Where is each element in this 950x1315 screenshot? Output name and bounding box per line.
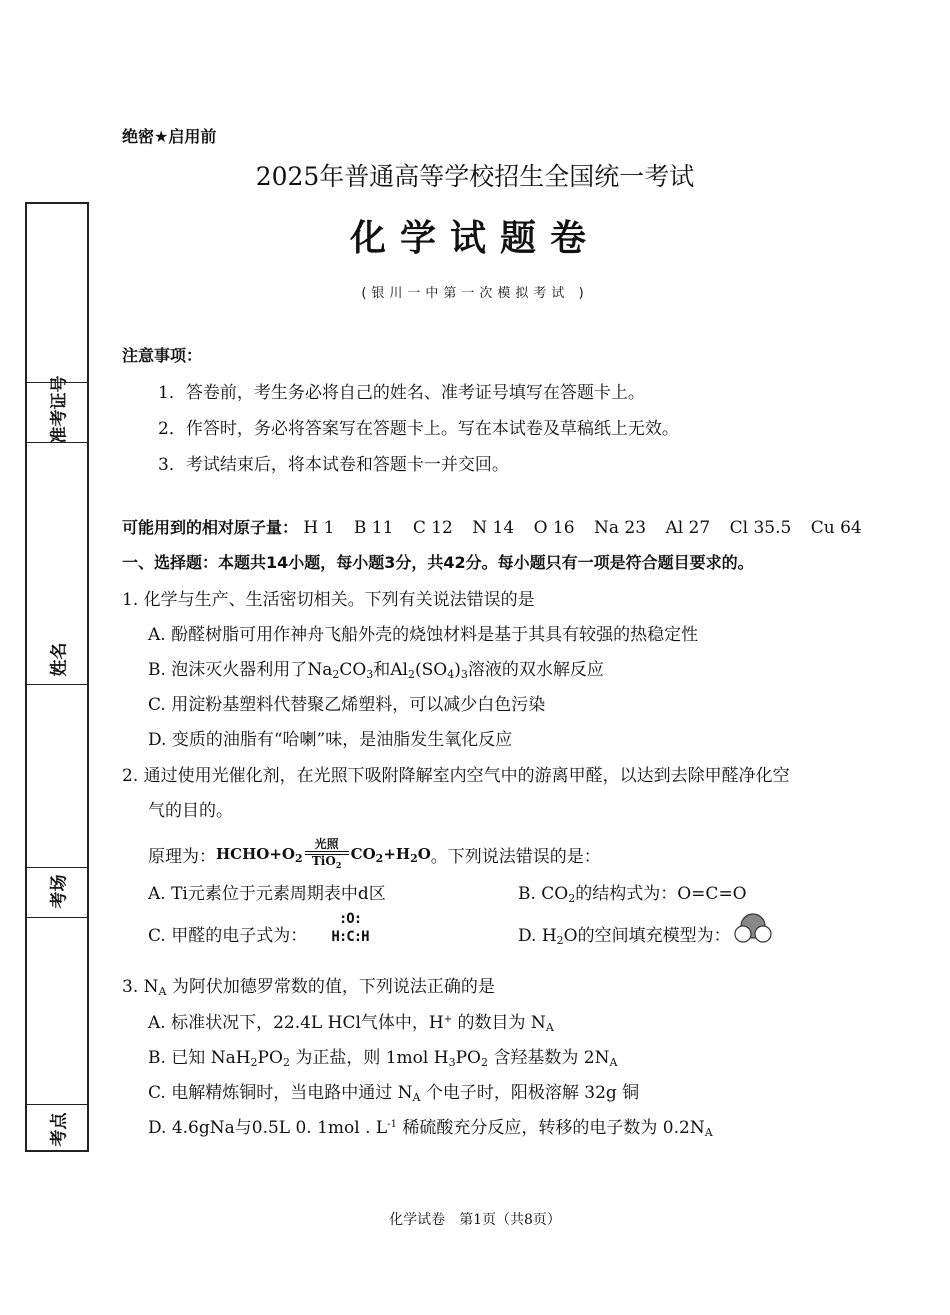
q1-option-b: B. 泡沫灭火器利用了$Na_2CO_3$和$Al_2(SO_4)_3$溶液的双水解反应 <box>148 660 604 681</box>
q2-stem: 2. 通过使用光催化剂，在光照下吸附降解室内空气中的游离甲醛，以达到去除甲醛净化空 <box>122 766 790 786</box>
atomic-mass: B 11 <box>353 518 394 538</box>
strip-label-admission-number: 准考证号 <box>49 375 70 443</box>
atomic-mass: Cl 35.5 <box>729 518 792 538</box>
atomic-mass: N 14 <box>472 518 515 538</box>
q1-option-d: D. 变质的油脂有“哈喇”味，是油脂发生氧化反应 <box>148 730 513 750</box>
atomic-mass: C 12 <box>412 518 453 538</box>
notice-heading: 注意事项： <box>122 346 203 365</box>
q2-option-d: D. $H_2O$的空间填充模型为： <box>518 926 731 947</box>
section-heading: 一、选择题：本题共14小题，每小题3分，共42分。每小题只有一项是符合题目要求的。 <box>122 553 754 572</box>
notice-item: 1．答卷前，考生务必将自己的姓名、准考证号填写在答题卡上。 <box>158 383 645 403</box>
q1-stem: 1. 化学与生产、生活密切相关。下列有关说法错误的是 <box>122 590 535 610</box>
q1-option-c: C. 用淀粉基塑料代替聚乙烯塑料，可以减少白色污染 <box>148 695 546 715</box>
exam-title: 2025年普通高等学校招生全国统一考试 <box>255 162 695 191</box>
atomic-mass: Cu 64 <box>810 518 862 538</box>
paper-title: 化学试题卷 <box>349 218 600 259</box>
q3-stem: 3. $N_A$ 为阿伏加德罗常数的值，下列说法正确的是 <box>122 977 495 998</box>
q2-option-b: B. $CO_2$的结构式为：O=C=O <box>518 884 747 905</box>
q3-option-c: C. 电解精炼铜时，当电路中通过 $N_A$ 个电子时，阳极溶解 32g 铜 <box>148 1083 640 1104</box>
atomic-mass: O 16 <box>533 518 575 538</box>
atomic-mass: Na 23 <box>593 518 647 538</box>
q1-option-a: A. 酚醛树脂可用作神舟飞船外壳的烧蚀材料是基于其具有较强的热稳定性 <box>148 625 699 645</box>
q2-option-a: A. Ti元素位于元素周期表中d区 <box>148 884 386 904</box>
electron-formula-carbon: H:C:H <box>331 929 369 945</box>
confidential-mark: 绝密★启用前 <box>122 127 217 146</box>
reaction-equation: $HCHO+O_2$ <box>216 845 303 865</box>
notice-item: 2．作答时，务必将答案写在答题卡上。写在本试卷及草稿纸上无效。 <box>158 419 679 439</box>
binding-strip <box>25 202 89 1152</box>
water-space-filling-model-icon <box>733 912 773 946</box>
q2-stem-continued: 气的目的。 <box>148 801 233 821</box>
q3-option-b: B. 已知 $NaH_2PO_2$ 为正盐，则 1mol $H_3PO_2$ 含羟基数为 $2N_A$ <box>148 1048 618 1069</box>
q2-principle: 原理为： $HCHO+O_2$ 光照 TiO$_2$ $CO_2+H_2O$ 。下列说法错误的是： <box>148 837 601 870</box>
strip-label-name: 姓名 <box>49 642 70 676</box>
atomic-masses-label: 可能用到的相对原子量： <box>122 518 299 537</box>
atomic-mass: H 1 <box>303 518 335 538</box>
q3-option-a: A. 标准状况下，22.4L HCl气体中，H+ 的数目为 $N_A$ <box>148 1013 554 1034</box>
strip-label-exam-site: 考点 <box>49 1112 70 1146</box>
q3-option-d: D. 4.6gNa与0.5L 0. 1mol . $L^{-1}$ 稀硫酸充分反应，转移的电子数为 $0.2N_A$ <box>148 1118 713 1139</box>
reaction-condition: 光照 TiO$_2$ <box>305 838 349 868</box>
atomic-masses <box>122 515 862 538</box>
notice-item: 3．考试结束后，将本试卷和答题卡一并交回。 <box>158 455 509 475</box>
q2-option-c: C. 甲醛的电子式为： <box>148 926 308 946</box>
paper-subtitle: (银川一中第一次模拟考试 ) <box>361 286 589 301</box>
electron-formula-oxygen: :O: <box>338 911 362 927</box>
atomic-mass: Al 27 <box>665 518 711 538</box>
formaldehyde-electron-formula <box>318 910 382 946</box>
page-footer: 化学试卷 第1页（共8页） <box>389 1212 561 1228</box>
strip-label-exam-room: 考场 <box>49 874 70 909</box>
